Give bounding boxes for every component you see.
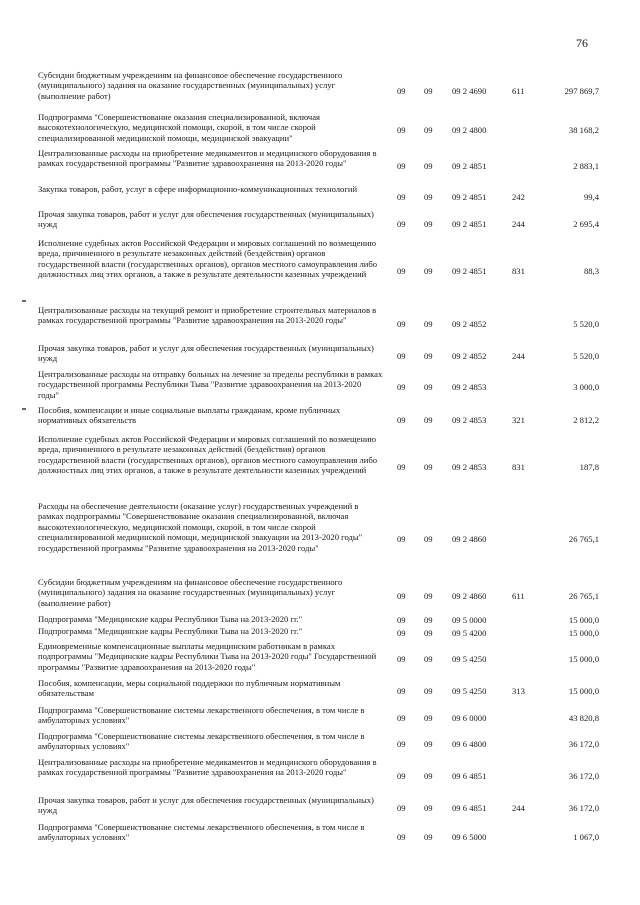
row-expense-type: 611 [512, 86, 525, 96]
table-row [0, 305, 640, 343]
row-section-code: 09 [397, 628, 406, 638]
table-row [0, 795, 640, 821]
row-expense-type: 244 [512, 803, 525, 813]
row-target-code: 09 2 4800 [452, 125, 487, 135]
row-target-code: 09 2 4690 [452, 86, 487, 96]
row-target-code: 09 2 4851 [452, 161, 487, 171]
page-number: 76 [576, 36, 588, 50]
row-subsection-code: 09 [424, 266, 433, 276]
table-row [0, 731, 640, 757]
table-row [0, 822, 640, 852]
row-name: Пособия, компенсации и иные социальные выплаты гражданам, кроме публичных нормативных обязательств [38, 405, 341, 426]
row-target-code: 09 6 5000 [452, 832, 487, 842]
row-section-code: 09 [397, 654, 406, 664]
row-section-code: 09 [397, 615, 406, 625]
row-target-code: 09 6 4800 [452, 739, 487, 749]
row-amount: 88,3 [583, 266, 599, 276]
row-target-code: 09 6 4851 [452, 803, 487, 813]
row-amount: 187,8 [579, 462, 599, 472]
row-expense-type: 611 [512, 591, 525, 601]
table-row [0, 148, 640, 184]
table-row [0, 501, 640, 576]
row-amount: 36 172,0 [568, 771, 599, 781]
row-subsection-code: 09 [424, 86, 433, 96]
row-amount: 15 000,0 [568, 615, 599, 625]
row-subsection-code: 09 [424, 351, 433, 361]
row-name: Прочая закупка товаров, работ и услуг для обеспечения государственных (муниципальных) нужд [38, 209, 374, 230]
row-amount: 15 000,0 [568, 628, 599, 638]
table-row [0, 641, 640, 677]
row-subsection-code: 09 [424, 713, 433, 723]
row-name: Исполнение судебных актов Российской Федерации и мировых соглашений по возмещению вреда, причиненного в результате незаконных действий (бездействия) органов государственной власти (государственных органов), органов местного самоуправления либо должностных лиц этих органов, а также в результате деятельности казенных учреждений [38, 238, 378, 280]
row-expense-type: 321 [512, 415, 525, 425]
row-expense-type: 831 [512, 462, 525, 472]
row-target-code: 09 5 4250 [452, 654, 487, 664]
row-subsection-code: 09 [424, 615, 433, 625]
row-subsection-code: 09 [424, 219, 433, 229]
row-section-code: 09 [397, 686, 406, 696]
row-subsection-code: 09 [424, 462, 433, 472]
row-subsection-code: 09 [424, 534, 433, 544]
row-target-code: 09 2 4851 [452, 219, 487, 229]
row-target-code: 09 2 4860 [452, 591, 487, 601]
row-name: Подпрограмма "Медицинские кадры Республики Тыва на 2013-2020 гг." [38, 626, 303, 636]
row-section-code: 09 [397, 219, 406, 229]
row-target-code: 09 2 4853 [452, 415, 487, 425]
row-subsection-code: 09 [424, 832, 433, 842]
table-row [0, 209, 640, 238]
row-subsection-code: 09 [424, 686, 433, 696]
row-target-code: 09 2 4860 [452, 534, 487, 544]
row-amount: 15 000,0 [568, 654, 599, 664]
row-section-code: 09 [397, 739, 406, 749]
table-row [0, 112, 640, 148]
row-amount: 43 820,8 [568, 713, 599, 723]
row-name: Подпрограмма "Совершенствование системы лекарственного обеспечения, в том числе в амбулаторных условиях" [38, 705, 365, 726]
row-name: Пособия, компенсации, меры социальной поддержки по публичным нормативным обязательствам [38, 678, 341, 699]
row-amount: 2 883,1 [573, 161, 599, 171]
row-section-code: 09 [397, 86, 406, 96]
row-name: Единовременные компенсационные выплаты медицинским работникам в рамках подпрограммы "Медицинские кадры Республики Тыва на 2013-2020 годы" Государственной программы "Развитие здравоохранения на 2013-2020 годы" [38, 641, 377, 672]
row-target-code: 09 2 4851 [452, 192, 487, 202]
row-amount: 36 172,0 [568, 803, 599, 813]
row-expense-type: 831 [512, 266, 525, 276]
row-target-code: 09 2 4852 [452, 351, 487, 361]
row-amount: 1 067,0 [573, 832, 599, 842]
row-expense-type: 244 [512, 351, 525, 361]
row-target-code: 09 5 4200 [452, 628, 487, 638]
row-section-code: 09 [397, 591, 406, 601]
row-section-code: 09 [397, 192, 406, 202]
table-row [0, 705, 640, 731]
row-section-code: 09 [397, 125, 406, 135]
row-name: Централизованные расходы на приобретение медикаментов и медицинского оборудования в рамках государственной программы "Развитие здравоохранения на 2013-2020 годы" [38, 757, 377, 778]
row-name: Прочая закупка товаров, работ и услуг для обеспечения государственных (муниципальных) нужд [38, 343, 374, 364]
table-row [0, 678, 640, 704]
row-name: Исполнение судебных актов Российской Федерации и мировых соглашений по возмещению вреда, причиненного в результате незаконных действий (бездействия) органов государственной власти (государственных органов), органов местного самоуправления либо должностных лиц этих органов, а также в результате деятельности казенных учреждений [38, 434, 378, 476]
row-amount: 36 172,0 [568, 739, 599, 749]
row-name: Централизованные расходы на приобретение медикаментов и медицинского оборудования в рамках государственной программы "Развитие здравоохранения на 2013-2020 годы" [38, 148, 377, 169]
row-section-code: 09 [397, 803, 406, 813]
row-section-code: 09 [397, 534, 406, 544]
table-row [0, 238, 640, 304]
row-subsection-code: 09 [424, 319, 433, 329]
row-target-code: 09 5 0000 [452, 615, 487, 625]
row-amount: 2 695,4 [573, 219, 599, 229]
row-section-code: 09 [397, 351, 406, 361]
row-name: Подпрограмма "Совершенствование системы лекарственного обеспечения, в том числе в амбулаторных условиях" [38, 731, 365, 752]
row-amount: 99,4 [583, 192, 599, 202]
row-target-code: 09 6 0000 [452, 713, 487, 723]
row-target-code: 09 2 4853 [452, 382, 487, 392]
row-section-code: 09 [397, 713, 406, 723]
row-subsection-code: 09 [424, 415, 433, 425]
row-amount: 26 765,1 [568, 534, 599, 544]
row-target-code: 09 2 4851 [452, 266, 487, 276]
row-expense-type: 244 [512, 219, 525, 229]
table-row [0, 70, 640, 112]
row-subsection-code: 09 [424, 591, 433, 601]
table-row [0, 369, 640, 405]
row-section-code: 09 [397, 319, 406, 329]
row-amount: 15 000,0 [568, 686, 599, 696]
row-subsection-code: 09 [424, 382, 433, 392]
row-expense-type: 242 [512, 192, 525, 202]
row-section-code: 09 [397, 266, 406, 276]
row-name: Закупка товаров, работ, услуг в сфере информационно-коммуникационных технологий [38, 184, 358, 194]
row-name: Прочая закупка товаров, работ и услуг для обеспечения государственных (муниципальных) нужд [38, 795, 374, 816]
row-amount: 5 520,0 [573, 351, 599, 361]
table-row [0, 405, 640, 434]
row-subsection-code: 09 [424, 192, 433, 202]
row-subsection-code: 09 [424, 771, 433, 781]
row-target-code: 09 2 4853 [452, 462, 487, 472]
row-amount: 2 812,2 [573, 415, 599, 425]
row-amount: 3 000,0 [573, 382, 599, 392]
row-subsection-code: 09 [424, 161, 433, 171]
table-row [0, 434, 640, 500]
row-subsection-code: 09 [424, 654, 433, 664]
row-name: Субсидии бюджетным учреждениям на финансовое обеспечение государственного (муниципального) задания на оказание государственных (муниципальных) услуг (выполнение работ) [38, 577, 343, 608]
row-target-code: 09 6 4851 [452, 771, 487, 781]
row-subsection-code: 09 [424, 739, 433, 749]
table-row [0, 757, 640, 794]
row-name: Подпрограмма "Медицинские кадры Республики Тыва на 2013-2020 гг." [38, 614, 303, 624]
table-row [0, 626, 640, 640]
table-row [0, 343, 640, 369]
row-name: Субсидии бюджетным учреждениям на финансовое обеспечение государственного (муниципального) задания на оказание государственных (муниципальных) услуг (выполнение работ) [38, 70, 343, 101]
row-section-code: 09 [397, 382, 406, 392]
row-name: Подпрограмма "Совершенствование оказания специализированной, включая высокотехнологическую, медицинской помощи, скорой, в том числе скорой специализированной медицинской помощи, медицинской эвакуации" [38, 112, 321, 143]
row-amount: 38 168,2 [568, 125, 599, 135]
table-row [0, 614, 640, 626]
row-name: Подпрограмма "Совершенствование системы лекарственного обеспечения, в том числе в амбулаторных условиях" [38, 822, 365, 843]
row-subsection-code: 09 [424, 125, 433, 135]
row-section-code: 09 [397, 462, 406, 472]
row-section-code: 09 [397, 161, 406, 171]
row-name: Централизованные расходы на отправку больных на лечение за пределы республики в рамках государственной программы Республики Тыва "Развитие здравоохранения на 2013-2020 годы" [38, 369, 383, 400]
table-row [0, 184, 640, 209]
row-amount: 5 520,0 [573, 319, 599, 329]
row-section-code: 09 [397, 415, 406, 425]
row-name: Расходы на обеспечение деятельности (оказание услуг) государственных учреждений в рамках подпрограммы "Совершенствование оказания специализированной, включая высокотехнологическую, медицинской помощи, скорой, в том числе скорой специализированной медицинской помощи, медицинской эвакуации на 2013-2020 годы" государственной программы "Развитие здравоохранения на 2013-2020 годы" [38, 501, 363, 553]
row-section-code: 09 [397, 832, 406, 842]
row-target-code: 09 5 4250 [452, 686, 487, 696]
row-amount: 297 869,7 [564, 86, 599, 96]
row-name: Централизованные расходы на текущий ремонт и приобретение строительных материалов в рамках государственной программы "Развитие здравоохранения на 2013-2020 годы" [38, 305, 377, 326]
row-expense-type: 313 [512, 686, 525, 696]
row-section-code: 09 [397, 771, 406, 781]
table-row [0, 577, 640, 614]
row-target-code: 09 2 4852 [452, 319, 487, 329]
row-amount: 26 765,1 [568, 591, 599, 601]
row-subsection-code: 09 [424, 628, 433, 638]
row-subsection-code: 09 [424, 803, 433, 813]
